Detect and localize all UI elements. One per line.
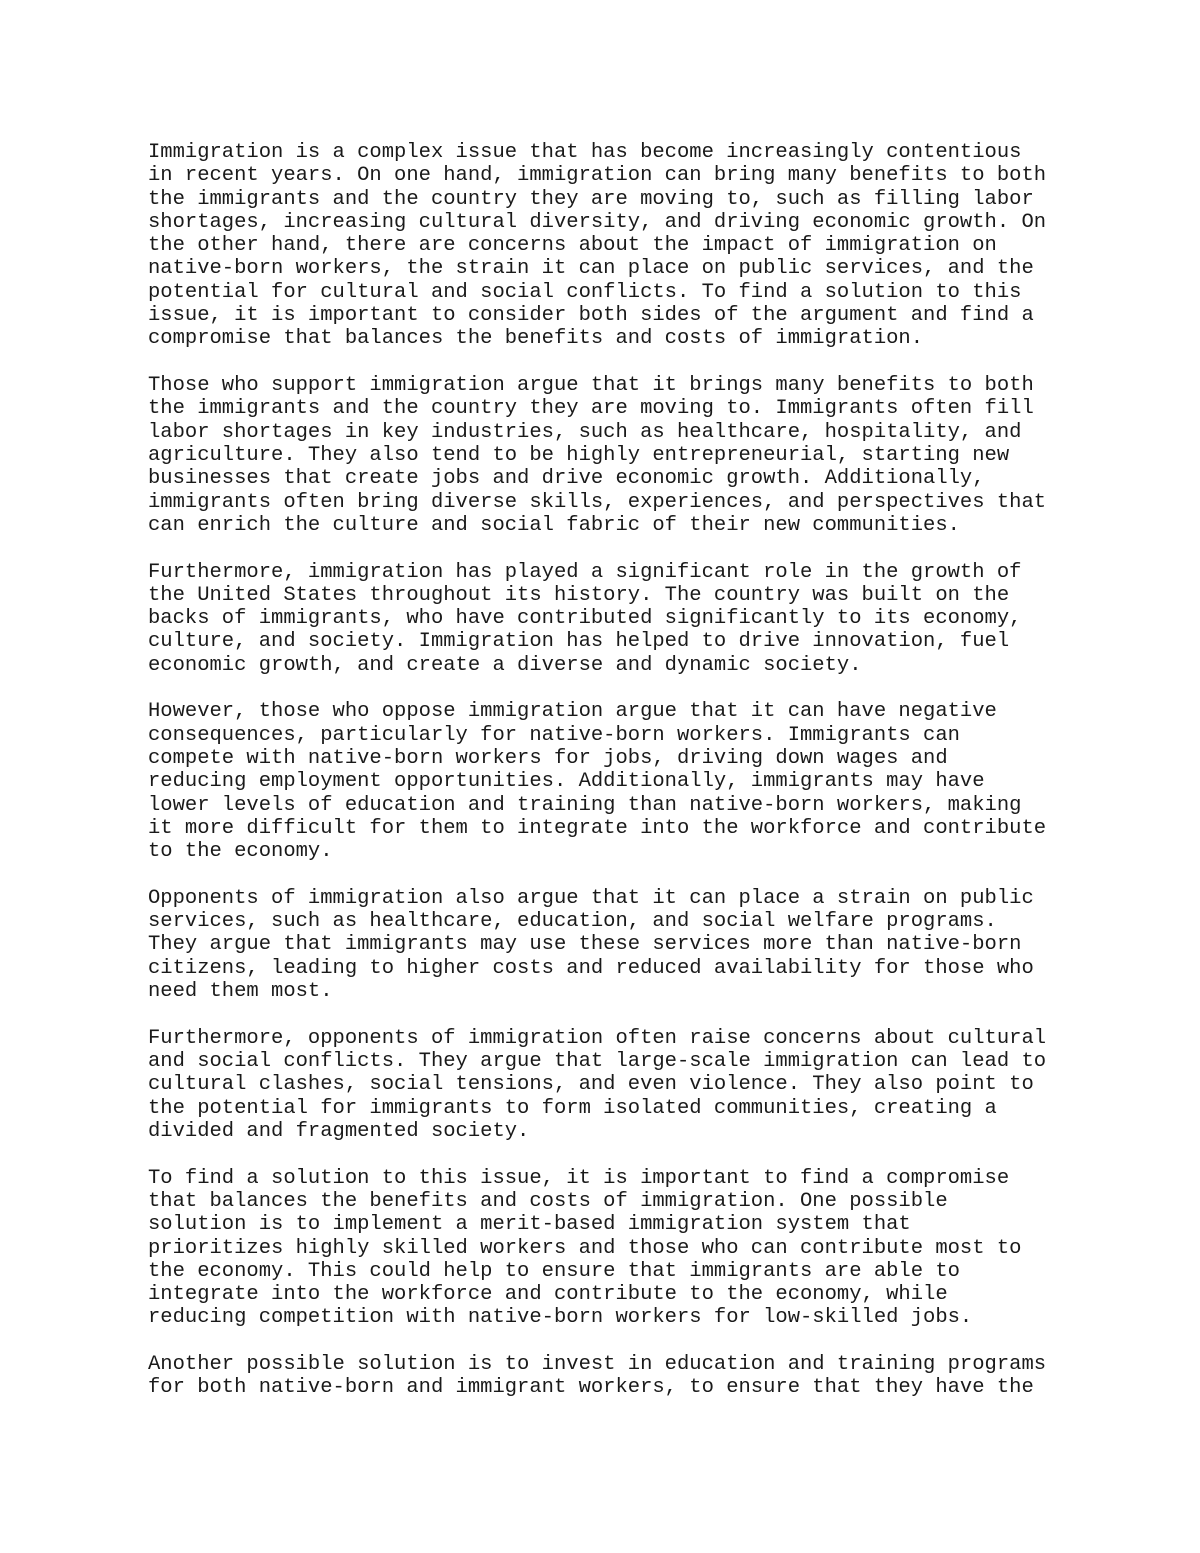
text-line: compromise that balances the benefits and costs of immigration.	[148, 327, 924, 351]
text-line: to the economy.	[148, 840, 333, 864]
text-line: backs of immigrants, who have contributed significantly to its economy,	[148, 607, 1022, 631]
text-line: in recent years. On one hand, immigration can bring many benefits to both	[148, 164, 1047, 188]
paragraph-2	[148, 374, 1068, 537]
text-line: Another possible solution is to invest in education and training programs	[148, 1353, 1047, 1377]
paragraph-5	[148, 887, 1068, 1003]
text-line: potential for cultural and social conflicts. To find a solution to this	[148, 280, 1022, 304]
text-line: consequences, particularly for native-born workers. Immigrants can	[148, 723, 960, 747]
text-line: businesses that create jobs and drive economic growth. Additionally,	[148, 467, 985, 491]
text-line: the potential for immigrants to form isolated communities, creating a	[148, 1096, 997, 1120]
paragraph-7	[148, 1167, 1068, 1330]
text-line: Immigration is a complex issue that has become increasingly contentious	[148, 141, 1022, 164]
text-line: compete with native-born workers for jobs, driving down wages and	[148, 747, 948, 770]
text-line: that balances the benefits and costs of immigration. One possible	[148, 1189, 948, 1213]
text-line: economic growth, and create a diverse and dynamic society.	[148, 653, 862, 677]
text-line: the other hand, there are concerns about the impact of immigration on	[148, 234, 997, 258]
text-line: for both native-born and immigrant workers, to ensure that they have the	[148, 1376, 1034, 1400]
text-line: agriculture. They also tend to be highly entrepreneurial, starting new	[148, 443, 1010, 467]
text-line: Opponents of immigration also argue that it can place a strain on public	[148, 886, 1034, 910]
paragraph-6	[148, 1027, 1068, 1143]
text-line: However, those who oppose immigration argue that it can have negative	[148, 700, 997, 724]
text-line: can enrich the culture and social fabric of their new communities.	[148, 513, 960, 537]
text-line: To find a solution to this issue, it is important to find a compromise	[148, 1166, 1010, 1190]
text-line: the United States throughout its history. The country was built on the	[148, 583, 1010, 607]
text-line: labor shortages in key industries, such as healthcare, hospitality, and	[148, 420, 1022, 444]
text-line: the immigrants and the country they are moving to. Immigrants often fill	[148, 397, 1034, 421]
text-line: and social conflicts. They argue that large-scale immigration can lead to	[148, 1050, 1047, 1074]
text-line: the immigrants and the country they are moving to, such as filling labor	[148, 187, 1034, 211]
text-line: the economy. This could help to ensure that immigrants are able to	[148, 1259, 960, 1283]
text-line: native-born workers, the strain it can place on public services, and the	[148, 257, 1034, 281]
text-line: services, such as healthcare, education, and social welfare programs.	[148, 910, 997, 934]
document-body	[148, 141, 1068, 1423]
text-line: solution is to implement a merit-based immigration system that	[148, 1213, 911, 1237]
text-line: culture, and society. Immigration has helped to drive innovation, fuel	[148, 630, 1010, 654]
text-line: it more difficult for them to integrate into the workforce and contribute	[148, 816, 1047, 840]
paragraph-8	[148, 1353, 1068, 1400]
paragraph-4	[148, 700, 1068, 863]
text-line: reducing competition with native-born workers for low-skilled jobs.	[148, 1306, 973, 1330]
text-line: Furthermore, immigration has played a significant role in the growth of	[148, 560, 1022, 584]
paragraph-1	[148, 141, 1068, 351]
text-line: cultural clashes, social tensions, and even violence. They also point to	[148, 1073, 1034, 1097]
text-line: divided and fragmented society.	[148, 1119, 530, 1143]
text-line: They argue that immigrants may use these services more than native-born	[148, 933, 1022, 957]
text-line: integrate into the workforce and contribute to the economy, while	[148, 1283, 948, 1307]
paragraph-3	[148, 561, 1068, 677]
text-line: issue, it is important to consider both sides of the argument and find a	[148, 304, 1034, 328]
text-line: citizens, leading to higher costs and reduced availability for those who	[148, 956, 1034, 980]
text-line: prioritizes highly skilled workers and those who can contribute most to	[148, 1236, 1022, 1260]
text-line: Furthermore, opponents of immigration often raise concerns about cultural	[148, 1026, 1047, 1050]
text-line: Those who support immigration argue that it brings many benefits to both	[148, 374, 1034, 398]
text-line: lower levels of education and training than native-born workers, making	[148, 793, 1022, 817]
text-line: immigrants often bring diverse skills, experiences, and perspectives that	[148, 490, 1047, 514]
text-line: reducing employment opportunities. Additionally, immigrants may have	[148, 770, 985, 794]
text-line: need them most.	[148, 980, 333, 1004]
text-line: shortages, increasing cultural diversity, and driving economic growth. On	[148, 210, 1047, 234]
